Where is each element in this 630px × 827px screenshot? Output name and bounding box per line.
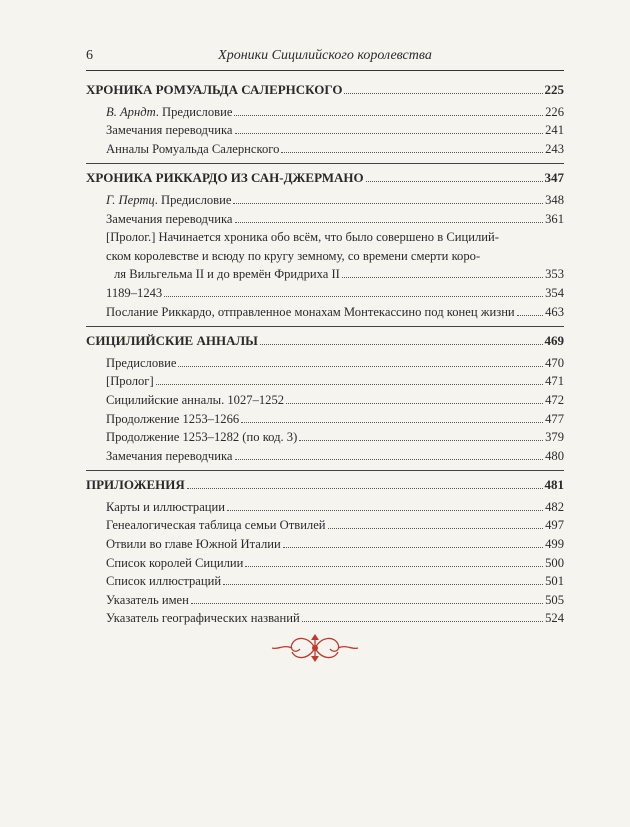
section-page: 347: [544, 170, 564, 186]
toc-entry[interactable]: [86, 591, 564, 610]
entry-label: Отвили во главе Южной Италии: [106, 537, 281, 552]
toc-entry[interactable]: [86, 391, 564, 410]
leader-dots: [342, 277, 543, 278]
entry-author: В. Арндт: [106, 104, 156, 119]
toc-entry-multiline[interactable]: [86, 228, 564, 284]
toc-entry[interactable]: [86, 140, 564, 159]
toc-entry[interactable]: [86, 516, 564, 535]
section-page: 225: [544, 82, 564, 97]
toc-section-appendices: [86, 471, 564, 633]
entry-page: 226: [545, 104, 564, 119]
entry-label: Список королей Сицилии: [106, 555, 244, 570]
leader-dots: [283, 547, 543, 548]
toc-entry[interactable]: [86, 354, 564, 373]
leader-dots: [260, 344, 543, 345]
entry-label: . Предисловие: [154, 192, 232, 207]
toc-section-heading[interactable]: [86, 473, 564, 498]
entry-page: 500: [545, 555, 564, 570]
leader-dots: [187, 488, 543, 489]
leader-dots: [344, 93, 542, 94]
leader-dots: [299, 440, 543, 441]
entry-page: 472: [545, 392, 564, 407]
toc-entry[interactable]: [86, 447, 564, 466]
floral-ornament-icon: [270, 630, 360, 666]
entry-label: 1189–1243: [106, 285, 163, 300]
entry-page: 243: [545, 141, 564, 156]
table-of-contents: [86, 76, 564, 633]
toc-entry[interactable]: [86, 210, 564, 229]
entry-page: 354: [545, 285, 564, 300]
entry-page: 463: [545, 304, 564, 319]
leader-dots: [223, 584, 543, 585]
leader-dots: [235, 222, 544, 223]
toc-section-heading[interactable]: [86, 329, 564, 354]
entry-page: 482: [545, 499, 564, 514]
page-header: [86, 40, 564, 70]
leader-dots: [281, 152, 543, 153]
leader-dots: [178, 366, 543, 367]
entry-line: ском королевстве и всюду по кругу земному, со времени смерти коро-: [106, 248, 481, 263]
entry-label: Карты и иллюстрации: [106, 499, 226, 514]
section-title: ХРОНИКА РИККАРДО ИЗ САН-ДЖЕРМАНО: [86, 170, 364, 186]
section-title: ПРИЛОЖЕНИЯ: [86, 477, 185, 493]
toc-entry[interactable]: [86, 554, 564, 573]
entry-label: Указатель географических названий: [106, 611, 300, 626]
entry-label: Сицилийские анналы. 1027–1252: [106, 392, 285, 407]
entry-page: 524: [545, 611, 564, 626]
leader-dots: [241, 422, 543, 423]
toc-entry[interactable]: [86, 572, 564, 591]
entry-line-last: [106, 265, 564, 284]
entry-page: 348: [545, 192, 564, 207]
entry-label: Замечания переводчика: [106, 211, 233, 226]
toc-entry[interactable]: [86, 121, 564, 140]
page-number: 6: [86, 48, 93, 63]
entry-page: 505: [545, 592, 564, 607]
entry-page: 477: [545, 411, 564, 426]
entry-label: Предисловие: [106, 355, 177, 370]
entry-author: Г. Пертц: [106, 192, 155, 207]
entry-label: Замечания переводчика: [106, 448, 233, 463]
toc-section-annals: [86, 327, 564, 471]
leader-dots: [227, 510, 543, 511]
entry-page: 471: [545, 374, 564, 389]
running-title: Хроники Сицилийского королевства: [218, 48, 432, 63]
leader-dots: [233, 203, 543, 204]
entry-label: Указатель имен: [106, 592, 189, 607]
toc-entry[interactable]: [86, 428, 564, 447]
entry-label: Продолжение 1253–1266: [106, 411, 240, 426]
leader-dots: [517, 315, 543, 316]
entry-page: 499: [545, 537, 564, 552]
entry-label: Продолжение 1253–1282 (по код. 3): [106, 430, 298, 445]
leader-dots: [245, 566, 543, 567]
entry-label: ля Вильгельма II и до времён Фридриха II: [114, 267, 340, 282]
entry-page: 480: [545, 448, 564, 463]
leader-dots: [156, 384, 543, 385]
leader-dots: [366, 181, 543, 182]
section-page: 469: [544, 333, 564, 349]
entry-label: Анналы Ромуальда Салернского: [106, 141, 280, 156]
entry-label: . Предисловие: [155, 104, 233, 119]
entry-label: Список иллюстраций: [106, 574, 222, 589]
entry-line: [Пролог.] Начинается хроника обо всём, что было совершено в Сицилий-: [106, 230, 499, 245]
entry-page: 353: [545, 267, 564, 282]
leader-dots: [235, 133, 544, 134]
toc-section-riccardo: [86, 164, 564, 327]
toc-entry[interactable]: [86, 609, 564, 628]
toc-section-heading[interactable]: [86, 166, 564, 191]
entry-label: Замечания переводчика: [106, 123, 233, 138]
toc-section-heading[interactable]: [86, 78, 564, 103]
section-page: 481: [544, 477, 564, 493]
entry-page: 361: [545, 211, 564, 226]
entry-page: 241: [545, 123, 564, 138]
entry-page: 470: [545, 355, 564, 370]
leader-dots: [234, 115, 543, 116]
toc-entry[interactable]: [86, 535, 564, 554]
entry-page: 497: [545, 518, 564, 533]
toc-entry[interactable]: [86, 303, 564, 322]
toc-section-romuald: [86, 76, 564, 164]
leader-dots: [235, 459, 544, 460]
entry-label: Генеалогическая таблица семьи Отвилей: [106, 518, 326, 533]
toc-entry[interactable]: [86, 103, 564, 122]
section-title: ХРОНИКА РОМУАЛЬДА САЛЕРНСКОГО: [86, 82, 343, 97]
entry-label: [Пролог]: [106, 374, 154, 389]
leader-dots: [328, 528, 544, 529]
toc-entry[interactable]: [86, 498, 564, 517]
section-title: СИЦИЛИЙСКИЕ АННАЛЫ: [86, 333, 258, 349]
leader-dots: [164, 296, 543, 297]
toc-entry[interactable]: [86, 284, 564, 303]
toc-entry[interactable]: [86, 191, 564, 210]
leader-dots: [302, 621, 543, 622]
leader-dots: [191, 603, 543, 604]
entry-page: 379: [545, 430, 564, 445]
leader-dots: [286, 403, 543, 404]
entry-label: Послание Риккардо, отправленное монахам Монтекассино под конец жизни: [106, 304, 515, 319]
toc-entry[interactable]: [86, 410, 564, 429]
header-rule: [86, 70, 564, 71]
entry-page: 501: [545, 574, 564, 589]
toc-entry[interactable]: [86, 372, 564, 391]
